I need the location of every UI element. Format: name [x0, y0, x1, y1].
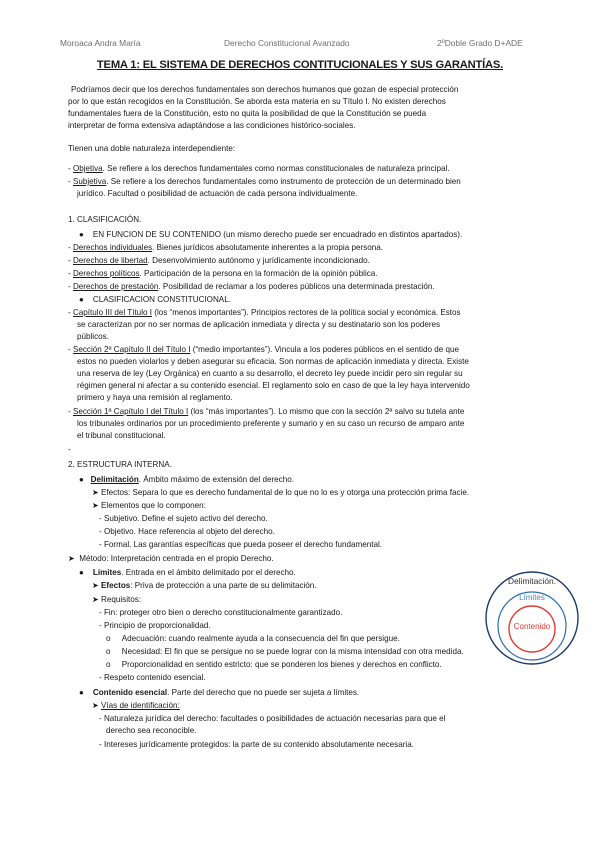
limites-term: Límites [92, 568, 122, 577]
requisitos-item [92, 594, 141, 605]
sec2-term: Sección 2ª Capítulo II del Título I [72, 345, 191, 354]
arrow-bullet-icon: ➤ [92, 595, 102, 604]
objetiva-item [68, 163, 450, 174]
libertad-term: Derechos de libertad [72, 256, 148, 265]
intro-line-4: interpretar de forma extensiva adaptándose a las condiciones histórico-sociales. [68, 121, 356, 130]
circle-bullet-icon: o [106, 660, 111, 669]
bullet-icon: ● [79, 688, 84, 697]
delimitacion-text: . Ámbito máximo de extensión del derecho. [138, 475, 294, 484]
bullet-icon: ● [79, 230, 84, 239]
sec2-line-1: (“medio importantes”). Vincula a los poderes públicos en el sentido de que [190, 345, 459, 354]
intereses-item: - Intereses jurídicamente protegidos: la parte de su contenido absolutamente necesaria. [99, 740, 414, 749]
dash-bullet: - [68, 164, 73, 173]
dash-bullet: - [68, 177, 73, 186]
efectos1-text: Efectos: Separa lo que es derecho fundamental de lo que no lo es y otorga una protección prima facie. [101, 488, 470, 497]
requisitos-text: Requisitos: [101, 595, 142, 604]
delimitacion-item [79, 474, 294, 485]
subjetiva-cont: jurídico. Facultad o posibilidad de actuación de cada persona individualmente. [77, 189, 358, 198]
limites-label: Límites [519, 593, 545, 602]
subjetivo-item: - Subjetivo. Define el sujeto activo del derecho. [99, 514, 268, 523]
intro-line-2: por lo que están recogidos en la Constitución. Se aborda esta materia en su Título I. No existen derechos [68, 97, 446, 106]
efectos2-term: Efectos [101, 581, 131, 590]
header-subject: Derecho Constitucional Avanzado [224, 38, 350, 48]
bullet-icon: ● [79, 295, 84, 304]
politicos-text: . Participación de la persona en la formación de la opinión pública. [139, 269, 378, 278]
naturaleza-cont: derecho sea reconocible. [106, 726, 197, 735]
individuales-item: - Derechos individuales. Bienes jurídicos absolutamente inherentes a la propia persona. [68, 243, 383, 252]
limites-item [79, 567, 296, 578]
proporcionalidad-text: Proporcionalidad en sentido estricto: que se ponderen los bienes y derechos en conflicto. [121, 660, 442, 669]
efectos2-item [92, 580, 317, 591]
formal-item: - Formal. Las garantías específicas que pueda poseer el derecho fundamental. [99, 540, 383, 549]
circle-bullet-icon: o [106, 647, 111, 656]
cap3-line-2: se caracterizan por no ser normas de aplicación inmediata y directa y su destinatario son los poderes [77, 320, 441, 329]
constitucional-label-text: CLASIFICACION CONSTITUCIONAL. [92, 295, 231, 304]
politicos-term: Derechos políticos [72, 269, 140, 278]
efectos1-item [92, 487, 469, 498]
sec2-line-2: estos no pueden violarlos y deben asegurar su eficacia. Son normas de aplicación inmediata y directa. Existe [77, 357, 469, 366]
arrow-bullet-icon: ➤ [92, 501, 102, 510]
principio-item: - Principio de proporcionalidad. [99, 621, 211, 630]
naturaleza-item: - Naturaleza jurídica del derecho: facultades o posibilidades de actuación necesarias para que el [99, 714, 446, 723]
sec1-term: Sección 1ª Capítulo I del Título I [72, 407, 189, 416]
cap3-item: - Capítulo III del Título I (los “menos importantes”). Principios rectores de la política social y económica. Estos [68, 308, 461, 317]
elementos-item [92, 500, 206, 511]
prestacion-item: - Derechos de prestación. Posibilidad de reclamar a los poderes públicos una determinada prestación. [68, 282, 435, 291]
cap3-term: Capítulo III del Título I [72, 308, 152, 317]
clasificacion-heading: 1. CLASIFICACIÓN. [68, 215, 142, 224]
objetiva-text: . Se refiere a los derechos fundamentales como normas constitucionales de naturaleza principal. [102, 164, 450, 173]
prestacion-text: . Posibilidad de reclamar a los poderes públicos una determinada prestación. [158, 282, 435, 291]
fin-item: - Fin: proteger otro bien o derecho constitucionalmente garantizado. [99, 608, 343, 617]
contenido-text: . Parte del derecho que no puede ser sujeta a límites. [167, 688, 360, 697]
sec2-line-4: régimen general ni afectar a su contenido esencial. El reglamento solo en caso de que la ley haya intervenido [77, 381, 470, 390]
limites-text: . Entrada en el ámbito delimitado por el derecho. [121, 568, 296, 577]
arrow-bullet-icon: ➤ [92, 488, 102, 497]
metodo-text: Método: Interpretación centrada en el propio Derecho. [79, 554, 274, 563]
proporcionalidad-item [106, 659, 442, 670]
sec2-item: - Sección 2ª Capítulo II del Título I (“medio importantes”). Vincula a los poderes públicos en el sentido de que [68, 345, 459, 354]
bullet-icon: ● [79, 568, 84, 577]
individuales-term: Derechos individuales [72, 243, 153, 252]
arrow-bullet-icon: ➤ [92, 581, 102, 590]
contenido-label: Contenido [513, 622, 551, 631]
sec1-item: - Sección 1ª Capítulo I del Título I (los “más importantes”). Lo mismo que con la sección 2ª salvo su tutela ante [68, 407, 465, 416]
individuales-text: . Bienes jurídicos absolutamente inherentes a la propia persona. [152, 243, 383, 252]
page-title: TEMA 1: EL SISTEMA DE DERECHOS CONTITUCIONALES Y SUS GARANTÍAS. [96, 59, 504, 71]
delimitacion-label: Delimitación. [508, 576, 556, 586]
circle-bullet-icon: o [106, 634, 111, 643]
necesidad-item [106, 646, 464, 657]
vias-text: Vías de identificación: [101, 701, 180, 710]
prestacion-term: Derechos de prestación [72, 282, 159, 291]
politicos-item: - Derechos políticos. Participación de la persona en la formación de la opinión pública. [68, 269, 378, 278]
contenido-label [79, 229, 462, 240]
subjetiva-text: . Se refiere a los derechos fundamentales como instrumento de protección de un determinado bien [106, 177, 461, 186]
subjetiva-term: Subjetiva [72, 177, 107, 186]
sec1-line-2: los tribunales ordinarios por un procedimiento preferente y sumario y en su caso un recurso de amparo ante [77, 419, 465, 428]
header-author: Moroaca Andra María [60, 38, 141, 48]
metodo-item [68, 553, 274, 564]
adecuacion-text: Adecuación: cuando realmente ayuda a la consecuencia del fin que persigue. [121, 634, 400, 643]
vias-item [92, 700, 180, 711]
elementos-text: Elementos que lo componen: [101, 501, 206, 510]
estructura-heading: 2. ESTRUCTURA INTERNA. [68, 460, 172, 469]
delimitacion-term: Delimitación [90, 475, 139, 484]
objetivo-item: - Objetivo. Hace referencia al objeto del derecho. [99, 527, 275, 536]
arrow-bullet-icon: ➤ [92, 701, 102, 710]
intro-line-3: fundamentales fuera de la Constitución, esto no quita la posibilidad de que la Constitución se pueda [68, 109, 427, 118]
sec1-line-1: (los “más importantes”). Lo mismo que con la sección 2ª salvo su tutela ante [188, 407, 465, 416]
doble-naturaleza: Tienen una doble naturaleza interdependiente: [68, 144, 236, 153]
arrow-bullet-icon: ➤ [68, 554, 80, 563]
constitucional-label [79, 294, 231, 305]
adecuacion-item [106, 633, 400, 644]
intro-line-1: Podríamos decir que los derechos fundamentales son derechos humanos que gozan de especial protección [71, 85, 459, 94]
contenido-term: Contenido esencial [92, 688, 168, 697]
respeto-item: - Respeto contenido esencial. [99, 673, 206, 682]
sec2-line-5: primero y haya una remisión al reglamento. [77, 393, 233, 402]
necesidad-text: Necesidad: El fin que se persigue no se puede lograr con la misma intensidad con otra medida. [121, 647, 464, 656]
sec2-line-3: una reserva de ley (Ley Orgánica) en cuanto a su desarrollo, el decreto ley puede incidir pero sin regular su [77, 369, 463, 378]
contenido-item [79, 687, 359, 698]
header-course: 2ºDoble Grado D+ADE [437, 38, 523, 48]
efectos2-text: : Priva de protección a una parte de su delimitación. [130, 581, 317, 590]
objetiva-term: Objetiva [72, 164, 103, 173]
libertad-item: - Derechos de libertad. Desenvolvimiento autónomo y jurídicamente incondicionado. [68, 256, 370, 265]
sec1-line-3: el tribunal constitucional. [77, 431, 166, 440]
cap3-line-1: (los “menos importantes”). Principios rectores de la política social y económica. Estos [152, 308, 461, 317]
concentric-diagram [482, 568, 582, 668]
bullet-icon: ● [79, 475, 84, 484]
subjetiva-item [68, 176, 461, 187]
cap3-line-3: públicos. [77, 332, 109, 341]
stray-dash: - [68, 445, 71, 454]
contenido-label-text: EN FUNCION DE SU CONTENIDO (un mismo derecho puede ser encuadrado en distintos apartados). [92, 230, 463, 239]
libertad-text: . Desenvolvimiento autónomo y jurídicamente incondicionado. [147, 256, 370, 265]
